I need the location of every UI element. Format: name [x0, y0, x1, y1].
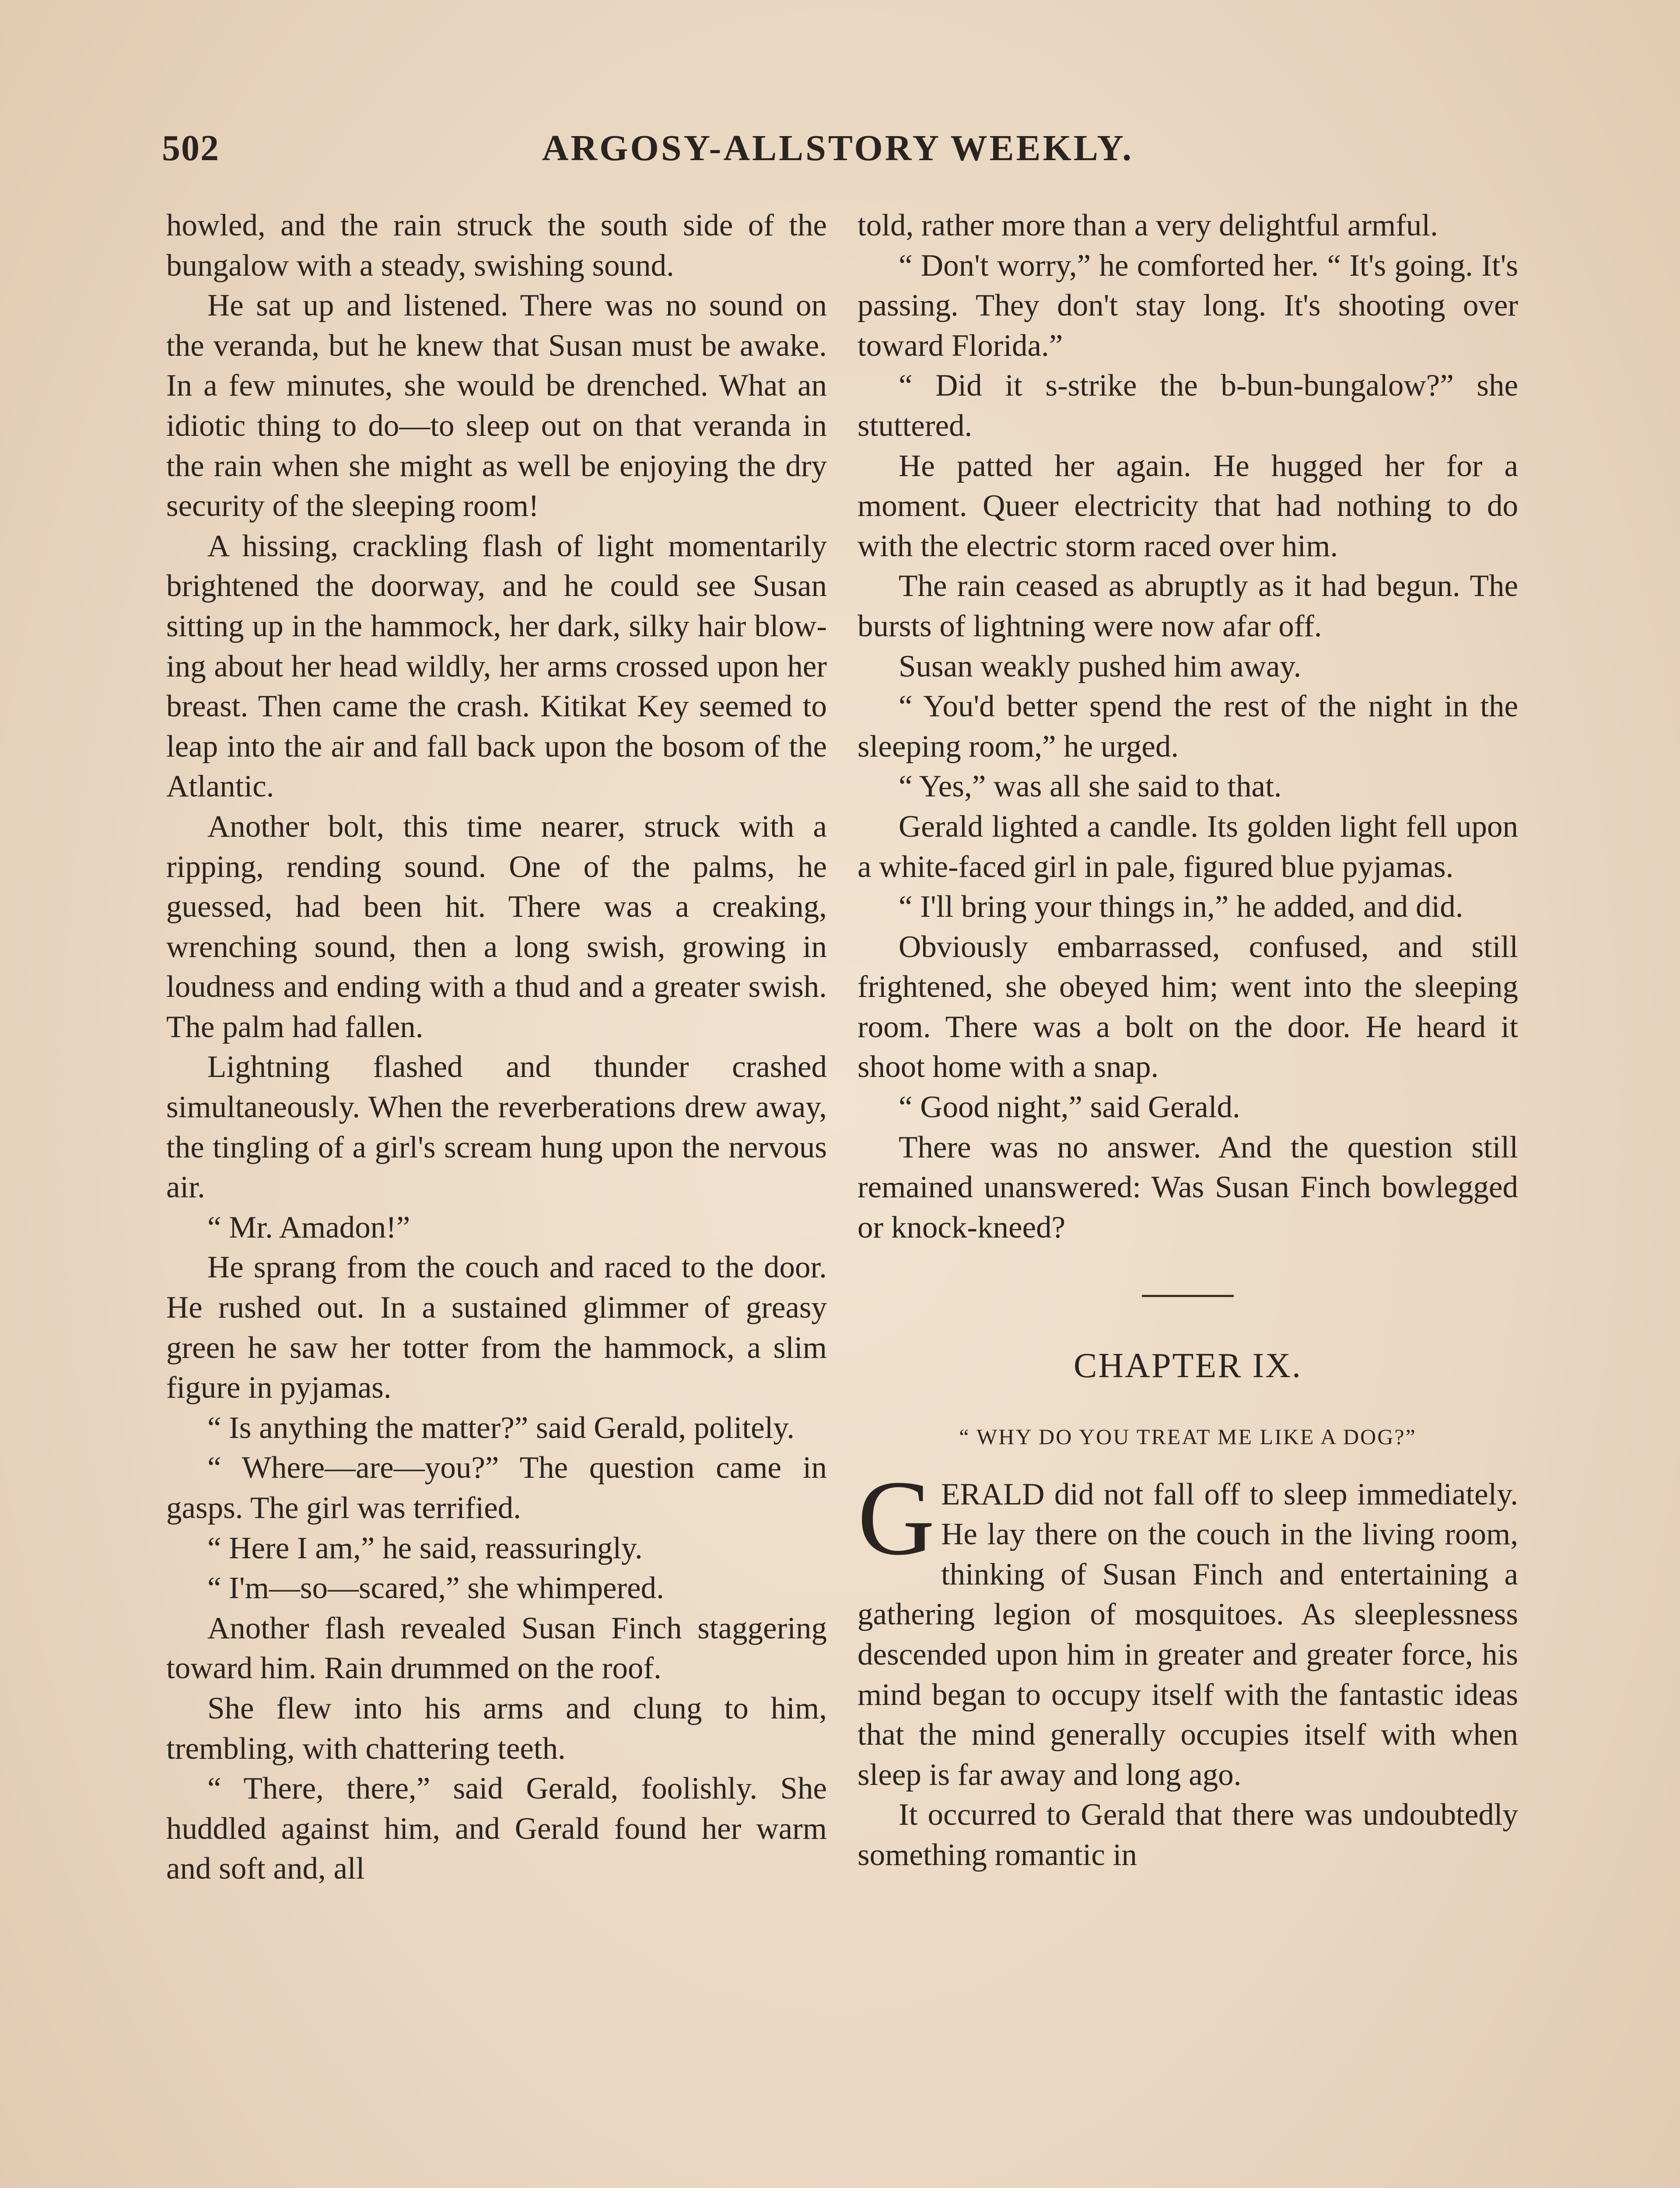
- paragraph: “ Where—are—you?” The question came in gasps. The girl was terrified.: [166, 1451, 827, 1525]
- opening-text: ERALD did not fall off to sleep immediately. He lay there on the couch in the living room, thinking of Susan Finch and entertaining a gathering legion of mosquitoes. As sleeplessness descended upon him in greater and greater force, his mind began to occupy itself with the fantastic ideas that the mind generally occupies itself with when sleep is far away and long ago.: [858, 1477, 1518, 1792]
- paragraph: Another bolt, this time nearer, struck with a ripping, rending sound. One of the palms, he guessed, had been hit. There was a creaking, wrenching sound, then a long swish, growing in loudness and ending with a thud and a greater swish. The palm had fallen.: [166, 809, 827, 1044]
- drop-cap: G: [858, 1458, 935, 1577]
- paragraph: howled, and the rain struck the south side of the bungalow with a steady, swishing sound.: [166, 208, 827, 283]
- paragraph: Another flash revealed Susan Finch staggering toward him. Rain drummed on the roof.: [166, 1611, 827, 1686]
- paragraph: “ Good night,” said Gerald.: [899, 1090, 1240, 1125]
- paragraph: “ Mr. Amadon!”: [207, 1210, 410, 1245]
- paragraph: A hissing, crackling flash of light momentarily brightened the doorway, and he could see Susan sitting up in the hammock, her dark, silky hair blowing about her head wildly, her arms crossed upon her breast. Then came the crash. Kitikat Key seemed to leap into the air and fall back upon the bosom of the Atlantic.: [166, 529, 827, 804]
- chapter-subtitle: “ WHY DO YOU TREAT ME LIKE A DOG?”: [959, 1424, 1417, 1449]
- paragraph: “ You'd better spend the rest of the night in the sleeping room,” he urged.: [858, 689, 1518, 764]
- paragraph: She flew into his arms and clung to him, trembling, with chattering teeth.: [166, 1691, 827, 1766]
- paragraph: He sat up and listened. There was no sound on the veranda, but he knew that Susan must be awake. In a few minutes, she would be drenched. What an idiotic thing to do—to sleep out on that veranda in the rain when she might as well be enjoying the dry security of the sleeping room!: [166, 288, 827, 523]
- paragraph: Lightning flashed and thunder crashed simultaneously. When the reverberations drew away, the tingling of a girl's scream hung upon the nervous air.: [166, 1050, 827, 1205]
- running-head: ARGOSY-ALLSTORY WEEKLY.: [542, 128, 1134, 168]
- paragraph: He patted her again. He hugged her for a moment. Queer electricity that had nothing to do with the electric storm raced over him.: [858, 449, 1518, 563]
- chapter-title: CHAPTER IX.: [1074, 1346, 1302, 1385]
- section-divider: [1142, 1295, 1234, 1297]
- paragraph: “ Yes,” was all she said to that.: [899, 769, 1282, 804]
- paragraph: “ Did it s-strike the b-bun-bungalow?” she stuttered.: [858, 368, 1518, 443]
- page-header: [162, 127, 1514, 175]
- paragraph: “ Is anything the matter?” said Gerald, politely.: [207, 1410, 794, 1445]
- paragraph: “ I'll bring your things in,” he added, and did.: [899, 890, 1463, 924]
- paragraph: “ Don't worry,” he comforted her. “ It's going. It's passing. They don't stay long. It's shooting over toward Florida.”: [858, 248, 1518, 363]
- right-column: [858, 206, 1518, 1876]
- paragraph: The rain ceased as abruptly as it had begun. The bursts of lightning were now afar off.: [858, 569, 1518, 643]
- page-number: 502: [162, 128, 220, 168]
- left-column: [166, 206, 827, 1889]
- paragraph: There was no answer. And the question still remained unanswered: Was Susan Finch bowlegged or knock-kneed?: [858, 1130, 1518, 1245]
- paragraph: told, rather more than a very delightful armful.: [858, 208, 1438, 242]
- paragraph: “ Here I am,” he said, reassuringly.: [207, 1531, 643, 1565]
- paragraph: Susan weakly pushed him away.: [899, 649, 1302, 684]
- paragraph: He sprang from the couch and raced to the door. He rushed out. In a sustained glimmer of greasy green he saw her totter from the hammock, a slim figure in pyjamas.: [166, 1250, 827, 1405]
- paragraph: “ There, there,” said Gerald, foolishly. She huddled against him, and Gerald found her warm and soft and, all: [166, 1771, 827, 1886]
- paragraph: “ I'm—so—scared,” she whimpered.: [207, 1571, 664, 1606]
- paragraph: It occurred to Gerald that there was undoubtedly something romantic in: [858, 1798, 1518, 1872]
- paragraph: Obviously embarrassed, confused, and still frightened, she obeyed him; went into the sleeping room. There was a bolt on the door. He heard it shoot home with a snap.: [858, 929, 1518, 1084]
- chapter-opening-paragraph: [858, 1458, 1518, 1795]
- paragraph: Gerald lighted a candle. Its golden light fell upon a white-faced girl in pale, figured blue pyjamas.: [858, 809, 1518, 884]
